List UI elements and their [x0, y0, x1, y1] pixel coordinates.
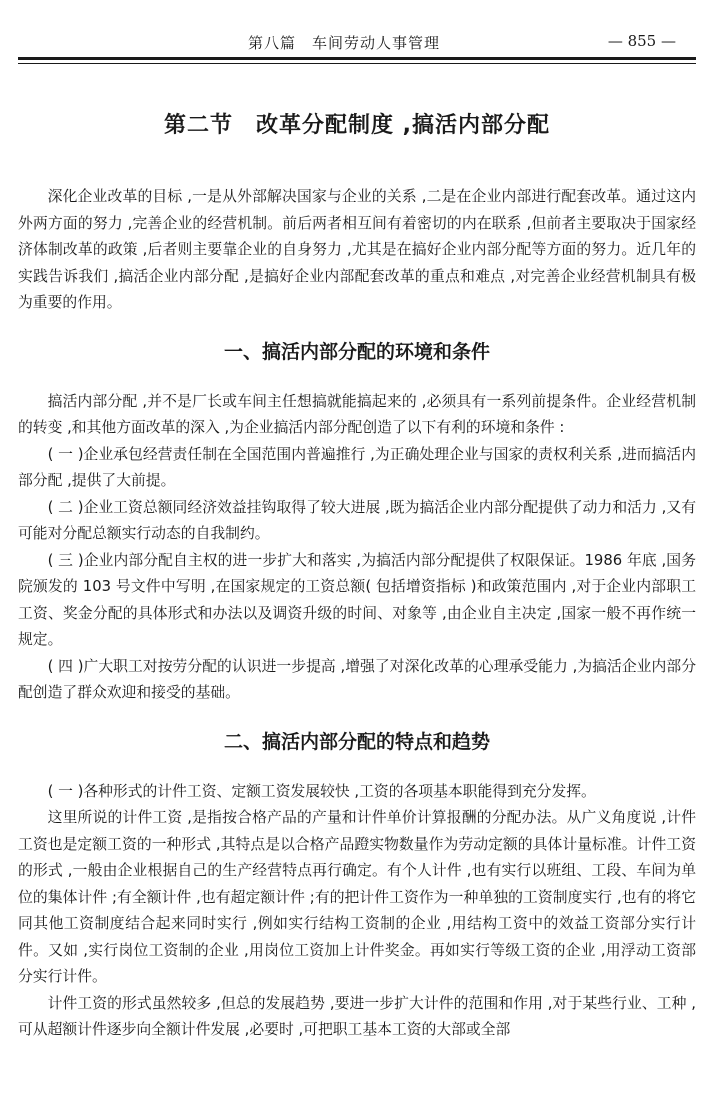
- paragraph: ( 一 )企业承包经营责任制在全国范围内普遍推行 ,为正确处理企业与国家的责权利关系 ,进而搞活内部分配 ,提供了大前提。: [18, 445, 696, 489]
- paragraph: ( 一 )各种形式的计件工资、定额工资发展较快 ,工资的各项基本职能得到充分发挥。: [47, 782, 596, 800]
- section-title: 第二节 改革分配制度 ,搞活内部分配: [163, 113, 551, 138]
- paragraph: 计件工资的形式虽然较多 ,但总的发展趋势 ,要进一步扩大计件的范围和作用 ,对于某些行业、工种 ,可从超额计件逐步向全额计件发展 ,必要时 ,可把职工基本工资的大部或全部: [18, 994, 696, 1038]
- running-header: [18, 30, 696, 54]
- page-content: [18, 108, 696, 1044]
- subsection-title-trends: 二、搞活内部分配的特点和趋势: [223, 730, 490, 753]
- paragraph: 搞活内部分配 ,并不是厂长或车间主任想搞就能搞起来的 ,必须具有一系列前提条件。企业经营机制的转变 ,和其他方面改革的深入 ,为企业搞活内部分配创造了以下有利的环境和条件 :: [18, 392, 696, 436]
- header-rule-thin: [18, 63, 696, 64]
- paragraph: ( 二 )企业工资总额同经济效益挂钩取得了较大进展 ,既为搞活企业内部分配提供了动力和活力 ,又有可能对分配总额实行动态的自我制约。: [18, 498, 696, 542]
- header-rule-thick: [18, 57, 696, 60]
- paragraph: ( 三 )企业内部分配自主权的进一步扩大和落实 ,为搞活内部分配提供了权限保证。1986 年底 ,国务院颁发的 103 号文件中写明 ,在国家规定的工资总额( 包括增资指标 )和政策范围内 ,对于企业内部职工工资、奖金分配的具体形式和办法以及调资升级的时间、对象等 ,由企业自主决定 ,国家一般不再作统一规定。: [18, 551, 696, 648]
- subsection-title-conditions: 一、搞活内部分配的环境和条件: [223, 340, 490, 363]
- header-title: 第八篇 车间劳动人事管理: [248, 34, 441, 52]
- page-number: — 855 —: [607, 32, 676, 50]
- intro-paragraph: 深化企业改革的目标 ,一是从外部解决国家与企业的关系 ,二是在企业内部进行配套改革。通过这内外两方面的努力 ,完善企业的经营机制。前后两者相互间有着密切的内在联系 ,但前者主要取决于国家经济体制改革的政策 ,后者则主要靠企业的自身努力 ,尤其是在搞好企业内部分配等方面的努力。近几年的实践告诉我们 ,搞活企业内部分配 ,是搞好企业内部配套改革的重点和难点 ,对完善企业经营机制具有极为重要的作用。: [18, 188, 696, 311]
- paragraph: ( 四 )广大职工对按劳分配的认识进一步提高 ,增强了对深化改革的心理承受能力 ,为搞活企业内部分配创造了群众欢迎和接受的基础。: [18, 657, 696, 701]
- paragraph: 这里所说的计件工资 ,是指按合格产品的产量和计件单价计算报酬的分配办法。从广义角度说 ,计件工资也是定额工资的一种形式 ,其特点是以合格产品蹬实物数量作为劳动定额的具体计量标准。计件工资的形式 ,一般由企业根据自己的生产经营特点再行确定。有个人计件 ,也有实行以班组、工段、车间为单位的集体计件 ;有全额计件 ,也有超定额计件 ;有的把计件工资作为一种单独的工资制度实行 ,也有的将它同其他工资制度结合起来同时实行 ,例如实行结构工资制的企业 ,用结构工资中的效益工资部分实行计件。又如 ,实行岗位工资制的企业 ,用岗位工资加上计件奖金。再如实行等级工资的企业 ,用浮动工资部分实行计件。: [18, 809, 696, 985]
